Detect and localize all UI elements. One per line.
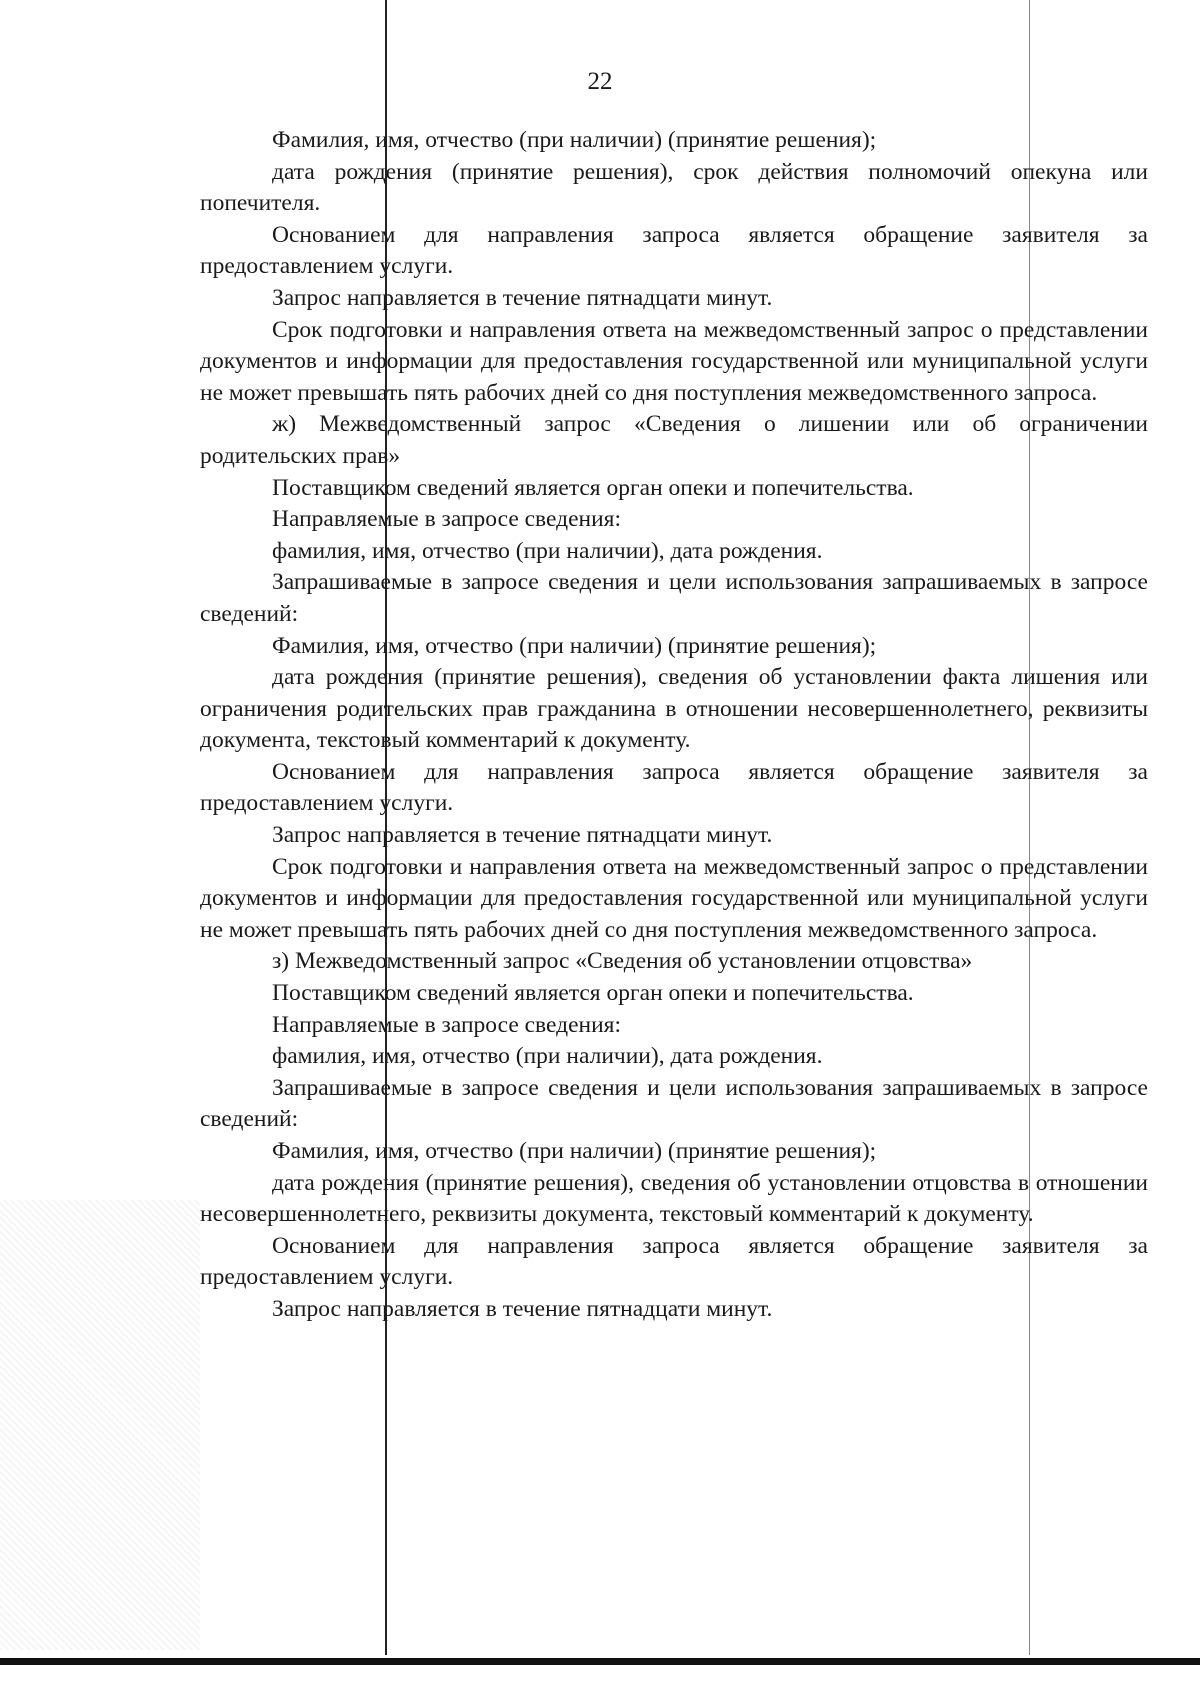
paragraph: Фамилия, имя, отчество (при наличии) (принятие решения); — [272, 1138, 877, 1164]
paragraph: Срок подготовки и направления ответа на межведомственный запрос о представлении документов и информации для предоставления государственной или муниципальной услуги не может превышать пять рабочих дней со дня поступления межведомственного запроса. — [200, 316, 1148, 406]
page-number: 22 — [587, 68, 613, 95]
paragraph: Запрос направляется в течение пятнадцати минут. — [272, 284, 773, 311]
document-body — [200, 125, 1148, 1326]
scan-noise — [0, 1200, 200, 1650]
paragraph: Фамилия, имя, отчество (при наличии) (принятие решения); — [272, 632, 877, 659]
paragraph: дата рождения (принятие решения), сведения об установлении отцовства в отношении несовершеннолетнего, реквизиты документа, текстовый комментарий к документу. — [200, 1169, 1148, 1228]
paragraph: Запрос направляется в течение пятнадцати минут. — [272, 1295, 773, 1322]
scan-bottom-edge — [0, 1658, 1200, 1665]
paragraph: фамилия, имя, отчество (при наличии), дата рождения. — [272, 1043, 823, 1070]
paragraph: Поставщиком сведений является орган опеки и попечительства. — [272, 980, 914, 1007]
paragraph: Запрашиваемые в запросе сведения и цели использования запрашиваемых в запросе сведений: — [200, 569, 1148, 627]
paragraph: Основанием для направления запроса является обращение заявителя за предоставлением услуги. — [200, 221, 1148, 280]
paragraph: Основанием для направления запроса является обращение заявителя за предоставлением услуги. — [200, 758, 1148, 817]
paragraph: з) Межведомственный запрос «Сведения об установлении отцовства» — [272, 948, 973, 975]
paragraph: Запрос направляется в течение пятнадцати минут. — [272, 822, 773, 849]
paragraph: Основанием для направления запроса является обращение заявителя за предоставлением услуги. — [200, 1232, 1148, 1291]
paragraph: дата рождения (принятие решения), срок действия полномочий опекуна или попечителя. — [200, 158, 1148, 217]
paragraph: Поставщиком сведений является орган опеки и попечительства. — [272, 474, 914, 501]
paragraph: Направляемые в запросе сведения: — [272, 506, 622, 533]
paragraph: ж) Межведомственный запрос «Сведения о лишении или об ограничении родительских прав» — [200, 411, 1148, 469]
paragraph: Направляемые в запросе сведения: — [272, 1011, 622, 1038]
paragraph: Фамилия, имя, отчество (при наличии) (принятие решения); — [272, 127, 877, 153]
paragraph: Запрашиваемые в запросе сведения и цели использования запрашиваемых в запросе сведений: — [200, 1074, 1148, 1133]
paragraph: фамилия, имя, отчество (при наличии), дата рождения. — [272, 537, 823, 564]
paragraph: дата рождения (принятие решения), сведения об установлении факта лишения или ограничения родительских прав гражданина в отношении несовершеннолетнего, реквизиты документа, текстовый комментарий к документу. — [200, 664, 1148, 754]
paragraph: Срок подготовки и направления ответа на межведомственный запрос о представлении документов и информации для предоставления государственной или муниципальной услуги не может превышать пять рабочих дней со дня поступления межведомственного запроса. — [200, 853, 1148, 943]
